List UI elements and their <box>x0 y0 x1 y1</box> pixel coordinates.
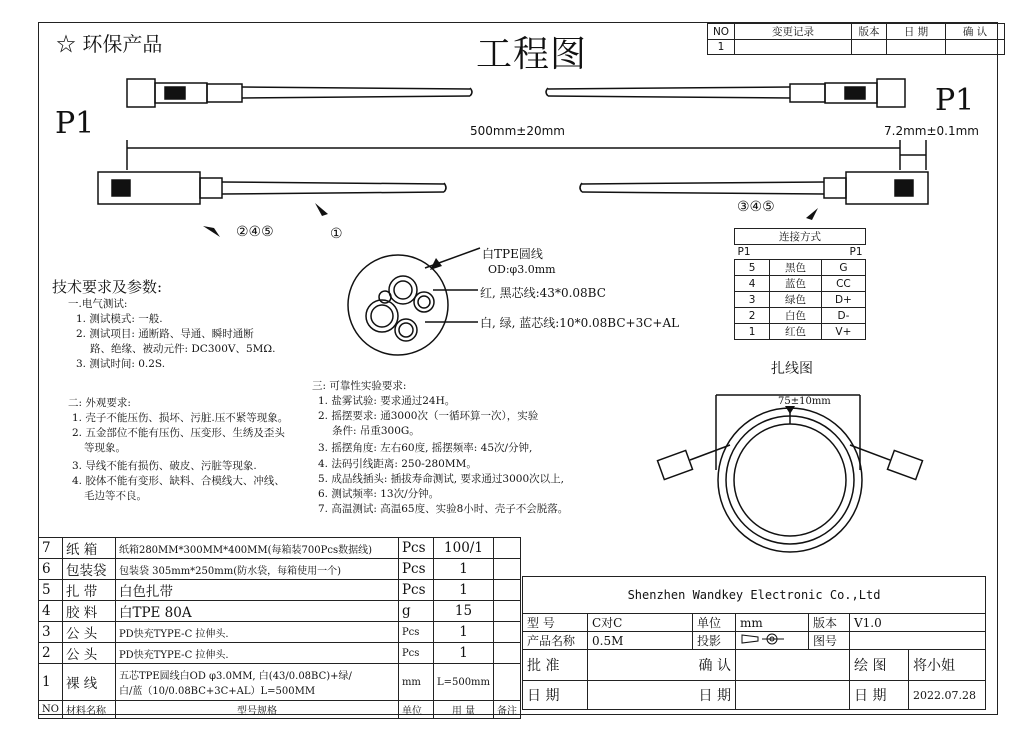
table-row: 1 裸 线 五芯TPE圆线白OD φ3.0MM, 白(43/0.08BC)+绿/ 白/蓝（10/0.08BC+3C+AL）L=500MM mm L=500mm <box>39 664 521 701</box>
tie-title: 扎线图 <box>771 361 813 377</box>
connector-shape <box>127 79 155 107</box>
p1-right-label: P1 <box>935 83 975 118</box>
core1-label: 红, 黑芯线:43*0.08BC <box>480 286 606 300</box>
table-row: 2 白色 D- <box>735 308 866 324</box>
callout-1: ① <box>330 226 343 242</box>
callout-345: ③④⑤ <box>737 199 775 215</box>
arrow-icon <box>203 226 220 237</box>
star-icon: ☆ <box>56 32 76 56</box>
table-row: 5 扎 带 白色扎带 Pcs 1 <box>39 580 521 601</box>
core2-label: 白, 绿, 蓝芯线:10*0.08BC+3C+AL <box>480 316 680 330</box>
callout-245: ②④⑤ <box>236 224 274 240</box>
end-dimension: 7.2mm±0.1mm <box>884 124 979 138</box>
projection-symbol-icon <box>740 633 786 645</box>
eco-product-label: ☆ 环保产品 <box>56 32 163 56</box>
tie-dimension: 75±10mm <box>778 396 831 407</box>
table-row: 1 红色 V+ <box>735 324 866 340</box>
revision-table: NO 变更记录 版本 日 期 确 认 1 <box>707 23 1005 55</box>
table-row: 7 纸 箱 纸箱280MM*300MM*400MM(每箱装700Pcs数据线) Pcs 100/1 <box>39 538 521 559</box>
title-block: Shenzhen Wandkey Electronic Co.,Ltd 型 号 C对C 单位 mm 版本 V1.0 产品名称 0.5M 投影 图号 批 准 确 认 绘 图 将小姐 日 期 日 期 日 期 2022.07.28 <box>522 576 986 710</box>
cable-label: 白TPE圆线 <box>482 247 543 261</box>
table-row: 3 绿色 D+ <box>735 292 866 308</box>
table-row: 5 黑色 G <box>735 260 866 276</box>
table-row: 3 公 头 PD快充TYPE-C 拉伸头. Pcs 1 <box>39 622 521 643</box>
company-name: Shenzhen Wandkey Electronic Co.,Ltd <box>523 577 986 614</box>
table-row: 4 蓝色 CC <box>735 276 866 292</box>
page-title: 工程图 <box>476 34 588 75</box>
od-label: OD:φ3.0mm <box>488 263 556 276</box>
p1-left-label: P1 <box>55 106 95 141</box>
table-row: 2 公 头 PD快充TYPE-C 拉伸头. Pcs 1 <box>39 643 521 664</box>
bom-table <box>38 537 521 719</box>
table-row: NO 材料名称 型号规格 单位 用 量 备注 <box>39 701 521 719</box>
connection-table: 连接方式 P1 P1 5 黑色 G 4 蓝色 CC 3 绿色 D+ 2 白色 D- 1 红色 V+ <box>734 228 866 340</box>
table-row: 4 胶 料 白TPE 80A g 15 <box>39 601 521 622</box>
length-dimension: 500mm±20mm <box>470 124 565 138</box>
table-row: 6 包装袋 包装袋 305mm*250mm(防水袋，每箱使用一个) Pcs 1 <box>39 559 521 580</box>
